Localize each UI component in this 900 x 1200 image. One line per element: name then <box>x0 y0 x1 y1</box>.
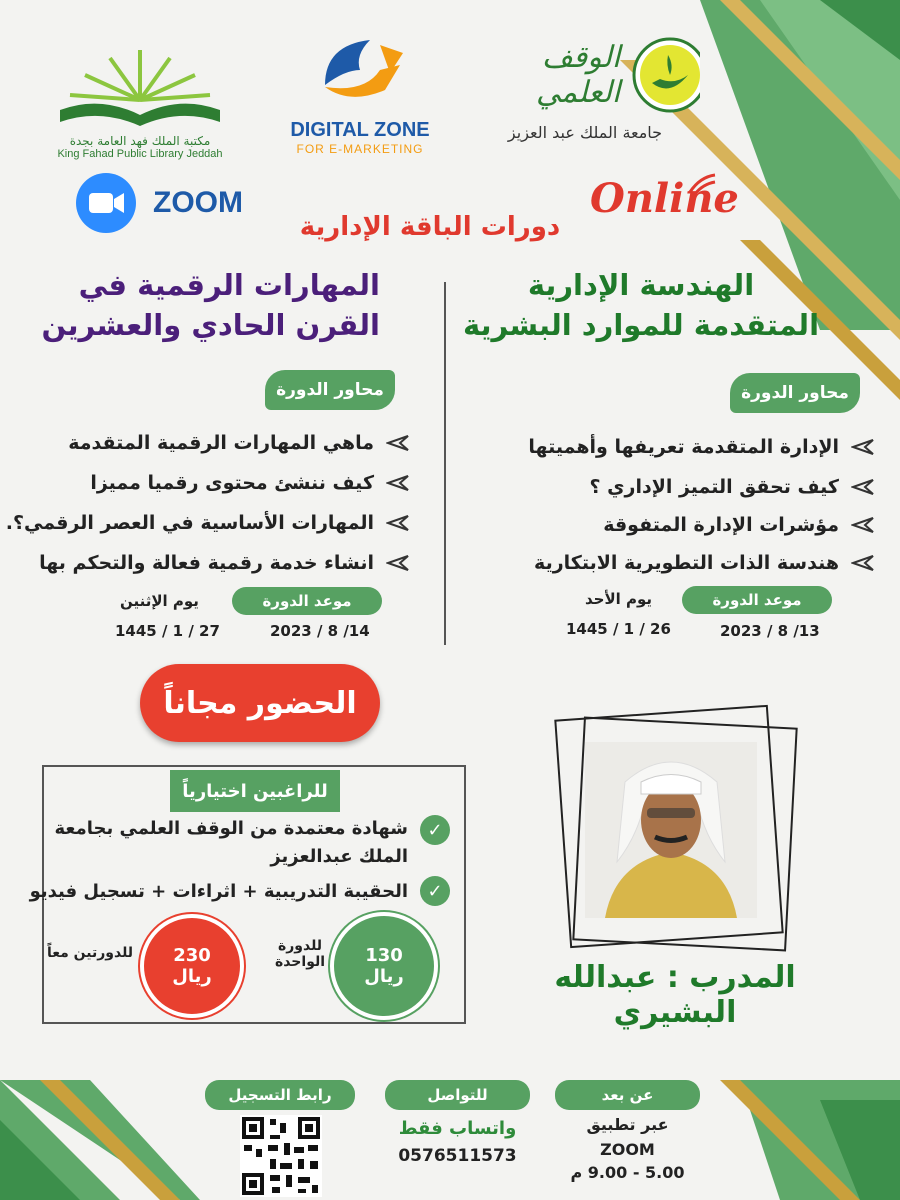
right-gregorian: 2023 / 8 /13 <box>720 622 820 640</box>
left-topic-3-text: المهارات الأساسية في العصر الرقمي؟. <box>5 512 374 534</box>
remote-line3: 5.00 - 9.00 م <box>570 1163 685 1182</box>
price-single-label-1: للدورة <box>277 938 323 954</box>
library-logo <box>40 40 240 160</box>
left-course-title-line1: المهارات الرقمية في <box>78 268 380 302</box>
price-both-label: للدورتين معاً <box>46 945 134 961</box>
contact-whatsapp: واتساب فقط <box>398 1118 517 1139</box>
price-both-circle <box>140 914 244 1018</box>
left-course-title-line2: القرن الحادي والعشرين <box>41 308 380 342</box>
optional-item-1-line2: الملك عبدالعزيز <box>270 846 408 867</box>
price-both-value: 230 <box>173 945 211 966</box>
arrow-icon <box>851 437 875 457</box>
zoom-camera-icon <box>75 172 137 234</box>
digital-zone-title: DIGITAL ZONE <box>290 119 430 141</box>
price-both-currency: ريال <box>172 966 212 987</box>
remote-line1: عبر تطبيق <box>586 1115 669 1134</box>
right-topic-2-text: كيف تحقق التميز الإداري ؟ <box>589 476 839 498</box>
digital-zone-swirl-icon <box>285 25 435 115</box>
right-topic-3-text: مؤشرات الإدارة المتفوقة <box>603 514 839 536</box>
left-date-label: موعد الدورة <box>232 587 382 615</box>
right-topic-3 <box>603 514 875 536</box>
optional-item-1 <box>55 815 451 871</box>
digital-zone-logo <box>285 25 435 155</box>
arrow-icon <box>386 433 410 453</box>
left-day: يوم الإثنين <box>120 592 199 610</box>
left-gregorian: 2023 / 8 /14 <box>270 622 370 640</box>
online-label: Online <box>590 175 739 222</box>
right-course-title <box>460 265 822 345</box>
arrow-icon <box>386 473 410 493</box>
contact-label: للتواصل <box>385 1080 530 1110</box>
university-name: جامعة الملك عبد العزيز <box>507 123 663 142</box>
left-topic-4-text: انشاء خدمة رقمية فعالة والتحكم بها <box>39 552 374 574</box>
right-course-title-line2: المتقدمة للموارد البشرية <box>462 308 820 342</box>
optional-label: للراغبين اختيارياً <box>170 770 340 812</box>
right-date-label: موعد الدورة <box>682 586 832 614</box>
signal-icon <box>685 167 725 197</box>
arrow-icon <box>386 513 410 533</box>
free-attendance-badge: الحضور مجاناً <box>140 664 380 742</box>
price-single-currency: ريال <box>364 966 404 987</box>
waqf-logo <box>470 35 700 160</box>
optional-item-2-text: الحقيبة التدريبية + اثراءات + تسجيل فيديو <box>29 880 408 902</box>
optional-item-1-line1: شهادة معتمدة من الوقف العلمي بجامعة <box>54 818 408 839</box>
library-name-ar: مكتبة الملك فهد العامة بجدة <box>69 134 211 148</box>
arrow-icon <box>851 553 875 573</box>
book-sunrise-icon <box>40 40 240 130</box>
digital-zone-subtitle: FOR E-MARKETING <box>296 142 424 156</box>
left-topic-1 <box>68 432 410 454</box>
left-topics-label: محاور الدورة <box>265 370 395 410</box>
contact-phone[interactable]: 0576511573 <box>398 1146 517 1166</box>
arrow-icon <box>386 553 410 573</box>
right-topic-2 <box>589 476 875 498</box>
qr-code-icon[interactable] <box>240 1115 322 1197</box>
remote-line2: ZOOM <box>600 1140 655 1159</box>
left-topic-2 <box>90 472 410 494</box>
price-single-circle <box>330 912 438 1020</box>
waqf-emblem-icon <box>630 35 700 115</box>
trainer-name: المدرب : عبدالله البشيري <box>554 960 796 1030</box>
right-topic-4 <box>534 552 875 574</box>
price-single-label <box>265 938 335 970</box>
waqf-title: الوقف العلمي <box>535 40 621 110</box>
left-topic-2-text: كيف ننشئ محتوى رقميا مميزا <box>90 472 374 494</box>
left-topic-1-text: ماهي المهارات الرقمية المتقدمة <box>68 432 374 454</box>
optional-item-2 <box>30 876 450 906</box>
check-icon: ✓ <box>420 815 450 845</box>
left-hijri: 1445 / 1 / 27 <box>115 622 220 640</box>
package-title: دورات الباقة الإدارية <box>299 212 561 242</box>
library-name-en: King Fahad Public Library Jeddah <box>57 148 223 160</box>
price-single-value: 130 <box>365 945 403 966</box>
register-label: رابط التسجيل <box>205 1080 355 1110</box>
arrow-icon <box>851 515 875 535</box>
right-course-title-line1: الهندسة الإدارية <box>527 268 755 302</box>
arrow-icon <box>851 477 875 497</box>
right-topics-label: محاور الدورة <box>730 373 860 413</box>
right-topic-1 <box>528 436 875 458</box>
right-day: يوم الأحد <box>585 590 653 608</box>
remote-label: عن بعد <box>555 1080 700 1110</box>
trainer-portrait-icon <box>585 742 757 918</box>
trainer-photo <box>585 742 757 918</box>
left-topic-3 <box>6 512 410 534</box>
online-badge <box>590 175 739 222</box>
zoom-badge <box>75 172 243 234</box>
left-course-title <box>40 265 380 345</box>
right-topic-4-text: هندسة الذات التطويرية الابتكارية <box>534 552 839 574</box>
left-topic-4 <box>39 552 410 574</box>
right-hijri: 1445 / 1 / 26 <box>566 620 671 638</box>
check-icon: ✓ <box>420 876 450 906</box>
zoom-label: ZOOM <box>153 186 243 219</box>
price-single-label-2: الواحدة <box>274 954 326 970</box>
right-topic-1-text: الإدارة المتقدمة تعريفها وأهميتها <box>528 436 839 458</box>
